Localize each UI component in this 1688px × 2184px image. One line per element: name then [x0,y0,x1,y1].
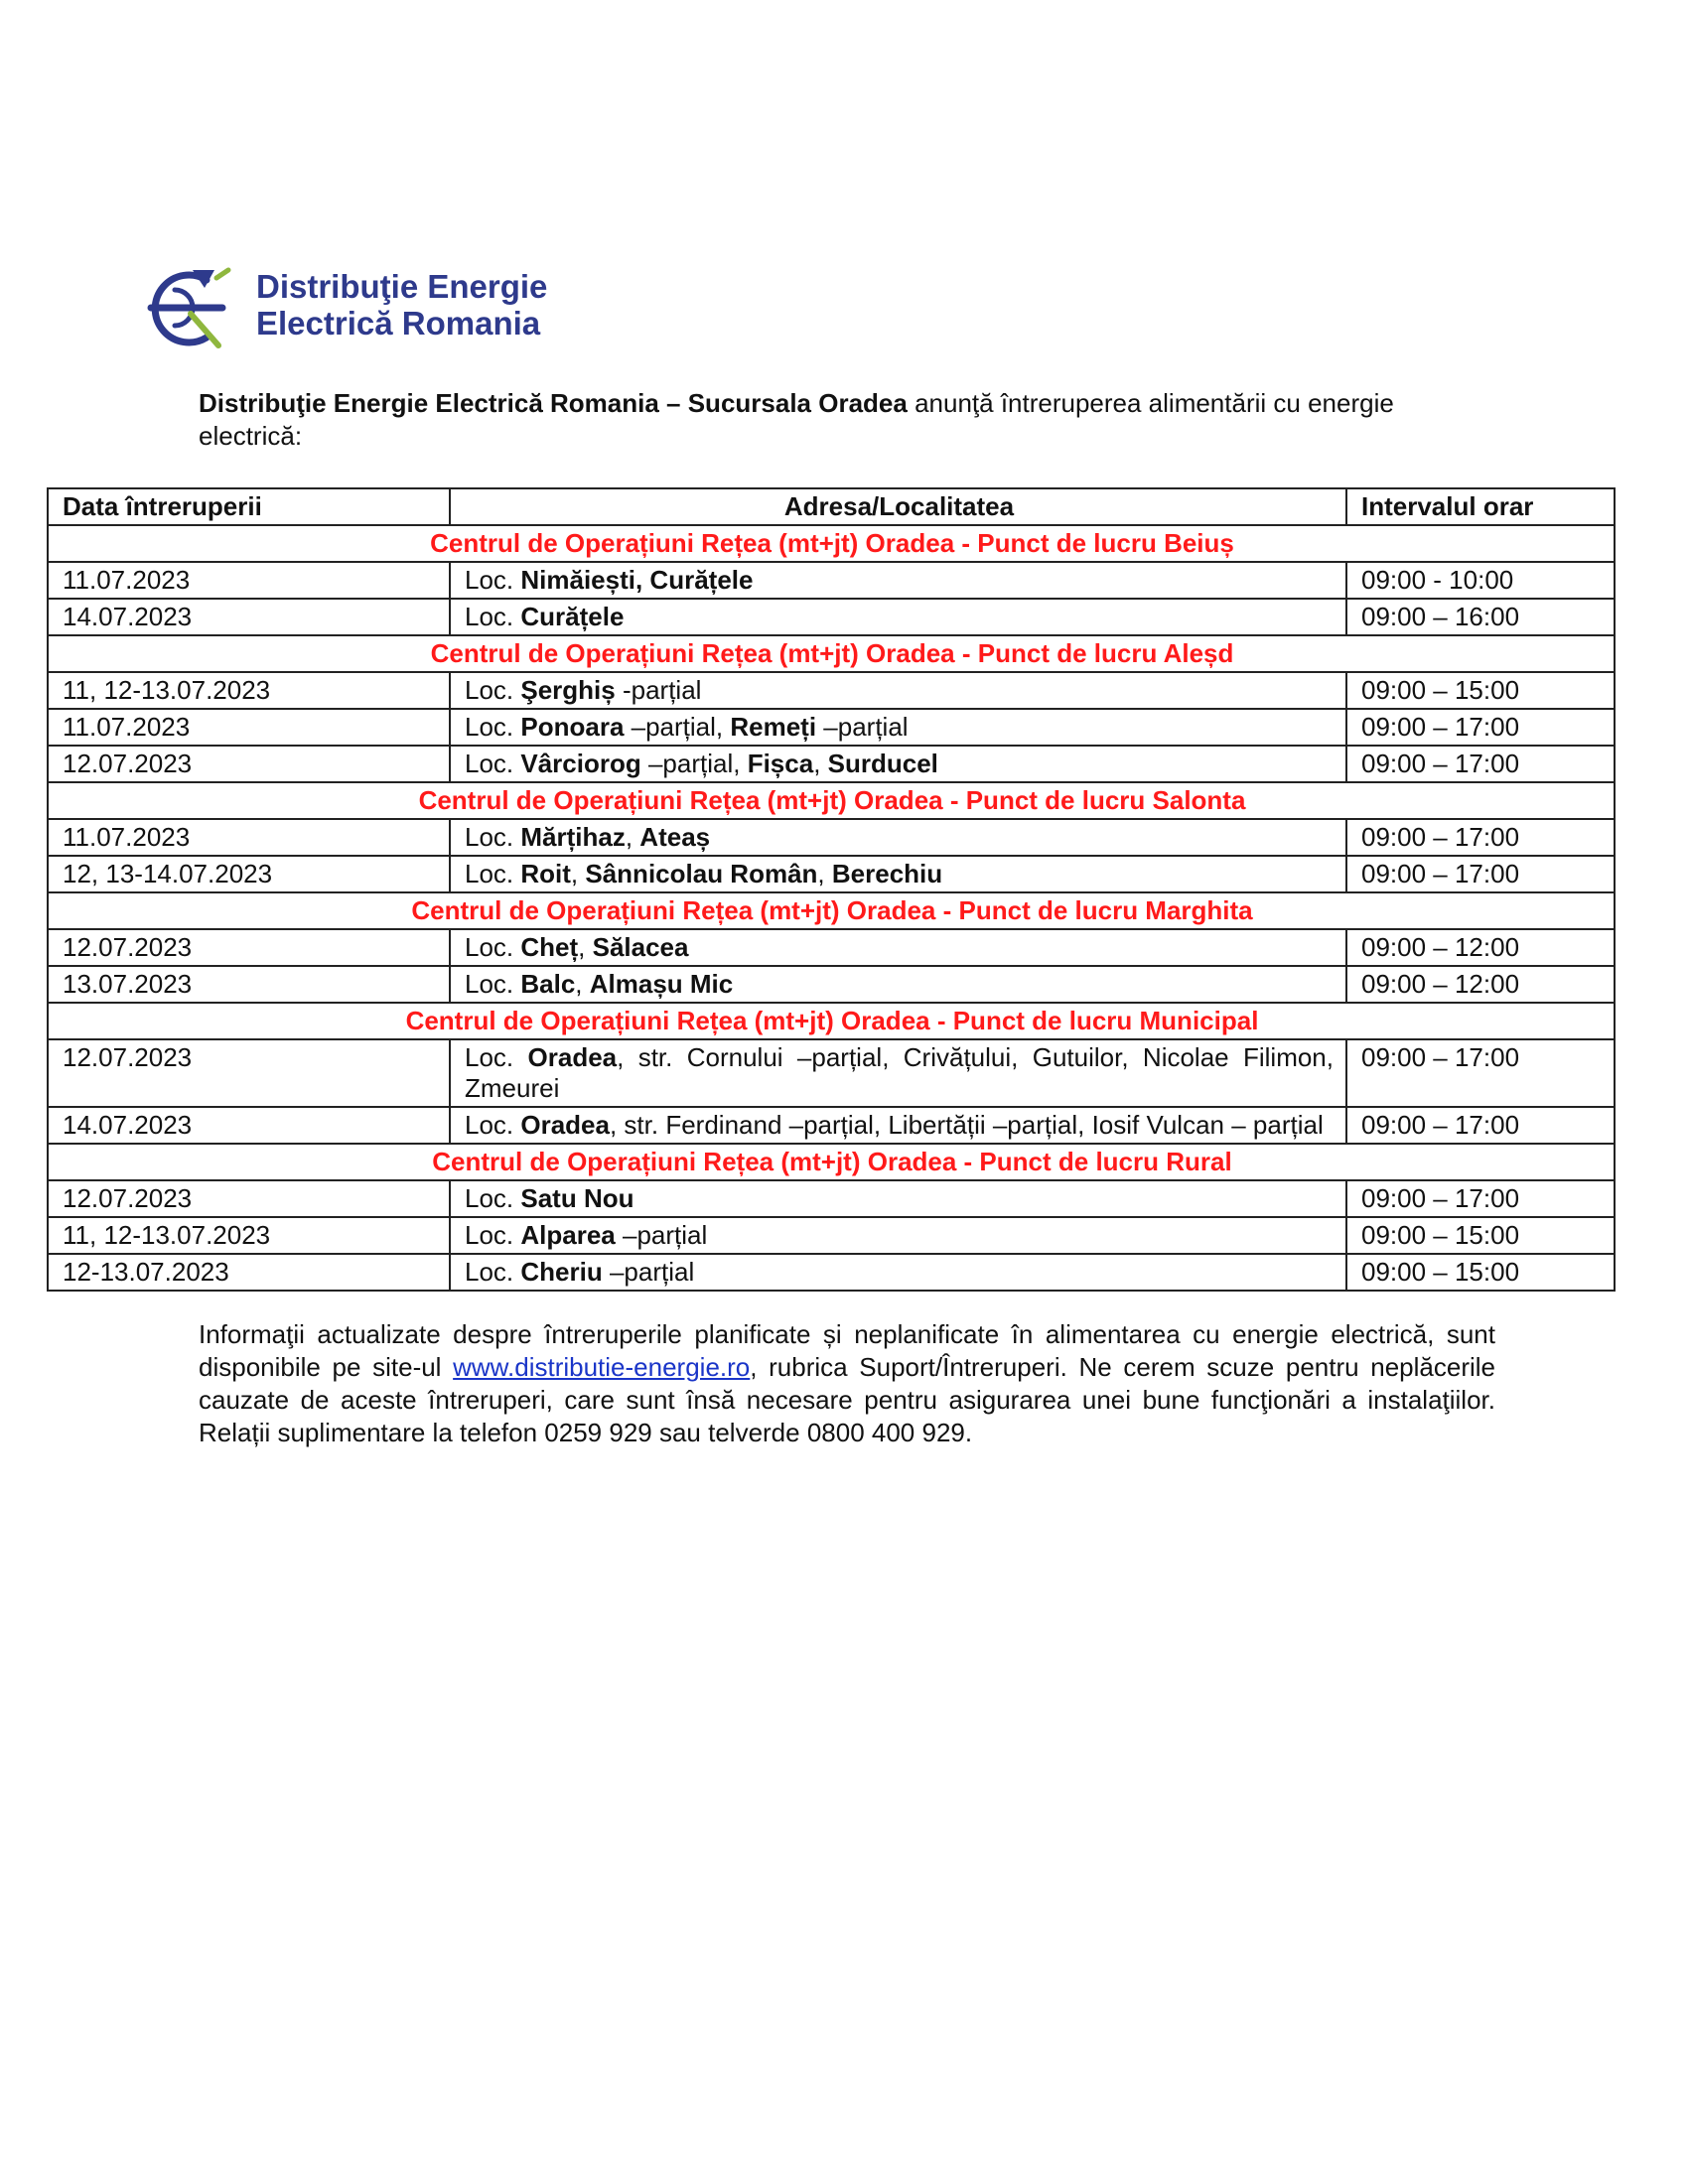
address-cell [450,856,1346,892]
locality-name: Roit [520,859,571,888]
locality-name: Sălacea [592,932,689,962]
website-link[interactable]: www.distributie-energie.ro [453,1352,751,1382]
interval-cell: 09:00 – 15:00 [1346,1254,1615,1291]
interval-cell: 09:00 - 10:00 [1346,562,1615,599]
interval-cell: 09:00 – 12:00 [1346,929,1615,966]
locality-name: Nimăiești, Curățele [520,565,754,595]
locality-name: Berechiu [831,859,943,888]
locality-name: Almașu Mic [589,969,734,999]
address-text: –parțial, [624,712,731,742]
table-row [48,1039,1615,1107]
table-row [48,746,1615,782]
date-cell: 11.07.2023 [48,562,450,599]
locality-name: Balc [520,969,576,999]
locality-name: Oradea [527,1042,618,1072]
interval-cell: 09:00 – 15:00 [1346,1217,1615,1254]
interval-cell: 09:00 – 16:00 [1346,599,1615,635]
table-row [48,562,1615,599]
table-row [48,1254,1615,1291]
footer-text-before: Informaţii actualizate despre întreruperile planificate și neplanificate în alimentarea cu energie electrică, sunt disponibile pe site-ul [199,1319,1495,1382]
header-interval: Intervalul orar [1346,488,1615,525]
address-cell [450,1217,1346,1254]
locality-name: Satu Nou [520,1183,634,1213]
interval-cell: 09:00 – 12:00 [1346,966,1615,1003]
table-row [48,599,1615,635]
address-text: , str. Ferdinand –parțial, Libertății –parțial, Iosif Vulcan – parțial [609,1110,1324,1140]
section-title: Centrul de Operațiuni Rețea (mt+jt) Oradea - Punct de lucru Rural [48,1144,1615,1180]
interval-cell: 09:00 – 17:00 [1346,709,1615,746]
interval-cell: 09:00 – 17:00 [1346,856,1615,892]
address-cell [450,672,1346,709]
address-cell [450,1180,1346,1217]
date-cell: 13.07.2023 [48,966,450,1003]
address-text: Loc. [465,1042,528,1072]
address-text: Loc. [465,675,521,705]
header-address: Adresa/Localitatea [450,488,1346,525]
table-header-row [48,488,1615,525]
address-text: , [575,969,590,999]
address-cell [450,819,1346,856]
address-text: Loc. [465,1183,521,1213]
section-row [48,1003,1615,1039]
interval-cell: 09:00 – 17:00 [1346,819,1615,856]
address-text: Loc. [465,1257,521,1287]
table-row [48,1180,1615,1217]
section-row [48,1144,1615,1180]
announcement-intro [199,387,1489,453]
interval-cell: 09:00 – 17:00 [1346,1039,1615,1107]
interval-cell: 09:00 – 17:00 [1346,746,1615,782]
section-row [48,525,1615,562]
date-cell: 12.07.2023 [48,929,450,966]
date-cell: 11.07.2023 [48,819,450,856]
address-text: Loc. [465,932,521,962]
locality-name: Alparea [520,1220,616,1250]
locality-name: Oradea [520,1110,610,1140]
section-row [48,892,1615,929]
section-row [48,782,1615,819]
outage-table-body [48,525,1615,1291]
address-cell [450,709,1346,746]
date-cell: 11, 12-13.07.2023 [48,672,450,709]
address-text: , [570,859,586,888]
outage-table [47,487,1616,1292]
table-row [48,819,1615,856]
company-logo [145,260,582,355]
locality-name: Remeți [730,712,817,742]
table-row [48,929,1615,966]
table-row [48,1217,1615,1254]
address-text: Loc. [465,712,521,742]
address-text: , [817,859,832,888]
date-cell: 11, 12-13.07.2023 [48,1217,450,1254]
interval-cell: 09:00 – 15:00 [1346,672,1615,709]
locality-name: Cheriu [520,1257,603,1287]
address-text: , [813,749,828,778]
announcement-footer [199,1318,1495,1449]
locality-name: Cheț [520,932,579,962]
logo-wordmark [256,268,547,341]
section-title: Centrul de Operațiuni Rețea (mt+jt) Oradea - Punct de lucru Salonta [48,782,1615,819]
address-cell [450,1039,1346,1107]
locality-name: Curățele [520,602,625,631]
address-cell [450,1107,1346,1144]
section-title: Centrul de Operațiuni Rețea (mt+jt) Oradea - Punct de lucru Marghita [48,892,1615,929]
table-row [48,672,1615,709]
address-text: , [625,822,640,852]
header-date: Data întreruperii [48,488,450,525]
logo-line-1: Distribuţie Energie [256,268,548,305]
logo-line-2: Electrică Romania [256,305,541,341]
table-row [48,709,1615,746]
interval-cell: 09:00 – 17:00 [1346,1107,1615,1144]
address-text: –parțial, [640,749,748,778]
table-row [48,966,1615,1003]
table-row [48,856,1615,892]
address-cell [450,562,1346,599]
date-cell: 12, 13-14.07.2023 [48,856,450,892]
locality-name: Vârciorog [520,749,641,778]
section-title: Centrul de Operațiuni Rețea (mt+jt) Oradea - Punct de lucru Aleșd [48,635,1615,672]
address-text: –parțial [816,712,909,742]
address-cell [450,1254,1346,1291]
address-cell [450,746,1346,782]
locality-name: Ateaș [639,822,711,852]
address-text: Loc. [465,1220,521,1250]
interval-cell: 09:00 – 17:00 [1346,1180,1615,1217]
address-text: Loc. [465,602,521,631]
address-text: –parțial [602,1257,695,1287]
address-text: Loc. [465,822,521,852]
table-row [48,1107,1615,1144]
date-cell: 12.07.2023 [48,1039,450,1107]
intro-text: anunţă întreruperea alimentării cu energie electrică: [199,388,1394,451]
address-text: Loc. [465,969,521,999]
address-cell [450,966,1346,1003]
address-cell [450,599,1346,635]
date-cell: 12.07.2023 [48,1180,450,1217]
address-text: Loc. [465,859,521,888]
section-row [48,635,1615,672]
locality-name: Fișca [747,749,814,778]
date-cell: 11.07.2023 [48,709,450,746]
section-title: Centrul de Operațiuni Rețea (mt+jt) Oradea - Punct de lucru Municipal [48,1003,1615,1039]
footer-text-after: , rubrica Suport/Întreruperi. Ne cerem scuze pentru neplăcerile cauzate de aceste întreruperi, care sunt însă necesare pentru asigurarea unei bune funcţionări a instalaţiilor. Relații suplimentare la telefon 0259 929 sau telverde 0800 400 929. [199,1352,1495,1447]
section-title: Centrul de Operațiuni Rețea (mt+jt) Oradea - Punct de lucru Beiuș [48,525,1615,562]
logo-emblem-icon [145,260,254,355]
locality-name: Surducel [827,749,938,778]
address-text: –parțial [615,1220,708,1250]
locality-name: Ponoara [520,712,625,742]
address-text: Loc. [465,749,521,778]
address-cell [450,929,1346,966]
address-text: , str. Cornului –parțial, Crivățului, Gutuilor, Nicolae Filimon, Zmeurei [465,1042,1334,1103]
address-text: Loc. [465,1110,521,1140]
date-cell: 14.07.2023 [48,1107,450,1144]
date-cell: 12.07.2023 [48,746,450,782]
address-text: Loc. [465,565,521,595]
locality-name: Şerghiș [520,675,616,705]
locality-name: Sânnicolau Român [585,859,818,888]
date-cell: 14.07.2023 [48,599,450,635]
locality-name: Mărțihaz [520,822,626,852]
address-text: , [578,932,593,962]
date-cell: 12-13.07.2023 [48,1254,450,1291]
address-text: -parțial [615,675,702,705]
intro-company-name: Distribuţie Energie Electrică Romania – Sucursala Oradea [199,388,908,418]
